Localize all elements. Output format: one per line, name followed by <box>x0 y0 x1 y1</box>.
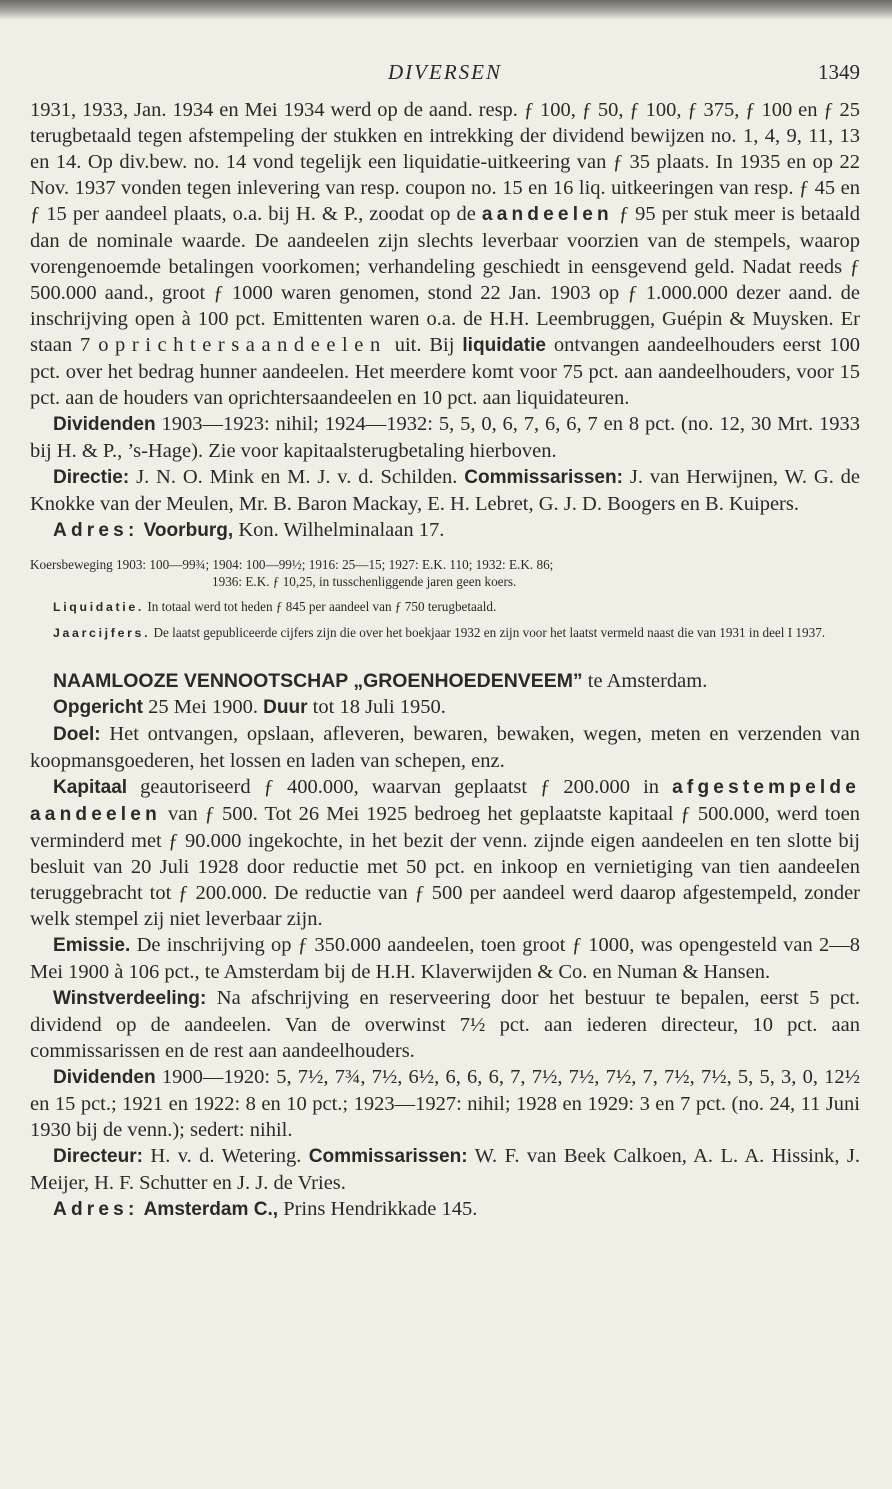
koersbeweging <box>30 556 860 590</box>
text: van ƒ 500. Tot 26 Mei 1925 bedroeg het geplaatste kapitaal ƒ 500.000, werd toen verminderd met ƒ 90.000 ingekochte, in het bezit der venn. zijnde eigen aandeelen en ten slotte bij besluit van 20 Juli 1928 door reductie met 50 pct. en inkoop en vernietiging van tien aandeelen teruggebracht tot ƒ 200.000. De reductie van ƒ 500 per aandeel werd daarop afgestempeld, zonder welk stempel zij niet leverbaar zijn. <box>30 803 861 930</box>
company-title <box>30 668 860 694</box>
jaarcijfers-note <box>30 624 860 642</box>
text: 25 Mei 1900. <box>148 696 258 718</box>
label-winstverdeeling: Winstverdeeling: <box>53 988 207 1009</box>
paragraph-directie <box>30 464 860 517</box>
label-emissie: Emissie. <box>53 935 131 956</box>
page-top-edge <box>0 0 892 20</box>
label-doel: Doel: <box>53 724 101 745</box>
text: Koersbeweging 1903: 100—99¾; 1904: 100—99½; 1916: 25—15; 1927: E.K. 110; 1932: E.K. 86; <box>30 557 554 572</box>
text: W. F. van Beek Calkoen, A. L. A. Hissink, J. Meijer, H. F. Schutter en J. J. de Vries. <box>30 1145 861 1194</box>
label-jaarcijfers: Jaarcijfers. <box>53 626 151 640</box>
label-directeur: Directeur: <box>53 1146 143 1167</box>
text: In totaal werd tot heden ƒ 845 per aandeel van ƒ 750 terugbetaald. <box>147 599 497 614</box>
spaced-term-aandeelen: aandeelen <box>481 204 613 225</box>
text: H. v. d. Wetering. <box>150 1145 302 1167</box>
paragraph-doel <box>30 721 860 774</box>
label-adres: Adres: <box>53 1199 139 1220</box>
text: J. N. O. Mink en M. J. v. d. Schilden. <box>136 466 458 488</box>
small-print-notes <box>30 556 860 642</box>
text: uit. Bij <box>394 334 455 356</box>
text: 1931, 1933, Jan. 1934 en Mei 1934 werd op de aand. resp. ƒ 100, ƒ 50, ƒ 100, ƒ 375, ƒ 100 en ƒ 25 terugbetaald tegen afstempeling der stukken en intrekking der dividend bewijzen no. 1, 4, 9, 11, 13 en 14. Op div.bew. no. 14 vond tegelijk een liquidatie-uitkeering van ƒ 35 plaats. In 1935 en op 22 Nov. 1937 vonden tegen inlevering van resp. coupon no. 15 en 16 liq. uitkeeringen van resp. ƒ 45 en ƒ 15 per aandeel plaats, o.a. bij H. & P., zoodat op de <box>30 99 860 225</box>
text: Prins Hendrikkade 145. <box>283 1198 478 1220</box>
paragraph-repayments <box>30 97 860 411</box>
label-directie: Directie: <box>53 467 130 488</box>
text: tot 18 Juli 1950. <box>312 696 446 718</box>
text: ontvangen aandeelhouders eerst 100 pct. over het bedrag hunner aandeelen. Het meerdere komt voor 75 pct. aan aandeelhouders, voor 15 pct. aan de houders van oprichtersaandeelen en 10 pct. aan liquidateuren. <box>30 334 860 409</box>
page-number: 1349 <box>818 60 860 84</box>
paragraph-adres <box>30 517 860 544</box>
text: J. van Herwijnen, W. G. de Knokke van der Meulen, Mr. B. Baron Mackay, E. H. Lebret, G. J. D. Boogers en B. Kuipers. <box>30 466 861 515</box>
paragraph-opgericht <box>30 694 860 721</box>
label-dividenden: Dividenden <box>53 414 156 435</box>
company-place: te Amsterdam. <box>587 670 708 692</box>
spaced-term-afgestempelde-aandeelen: afgestempelde aandeelen <box>30 777 861 825</box>
text: 1936: E.K. ƒ 10,25, in tusschenliggende jaren geen koers. <box>212 574 517 589</box>
paragraph-kapitaal <box>30 774 860 932</box>
label-duur: Duur <box>263 697 308 718</box>
label-commissarissen: Commissarissen: <box>308 1146 468 1167</box>
label-liquidatie: Liquidatie. <box>53 600 145 614</box>
label-adres: Adres: <box>53 520 139 541</box>
bold-term-liquidatie: liquidatie <box>462 335 546 356</box>
text: De inschrijving op ƒ 350.000 aandeelen, toen groot ƒ 1000, was opengesteld van 2—8 Mei 1900 à 106 pct., te Amsterdam bij de H.H. Klaverwijden & Co. en Numan & Hansen. <box>30 934 860 983</box>
paragraph-directeur <box>30 1143 860 1196</box>
label-kapitaal: Kapitaal <box>53 777 128 798</box>
spaced-term-oprichtersaandeelen: oprichtersaandeelen <box>98 334 387 356</box>
company-entry <box>30 668 860 1223</box>
adres-place: Voorburg, <box>143 520 234 541</box>
text: 1900—1920: 5, 7½, 7¾, 7½, 6½, 6, 6, 6, 7, 7½, 7½, 7½, 7, 7½, 7½, 5, 5, 3, 0, 12½ en 15 pct.; 1921 en 1922: 8 en 10 pct.; 1923—1927: nihil; 1928 en 1929: 3 en 7 pct. (no. 24, 11 Juni 1930 bij de venn.); sedert: nihil. <box>30 1066 861 1141</box>
label-commissarissen: Commissarissen: <box>464 467 623 488</box>
text: Het ontvangen, opslaan, afleveren, bewaren, bewaken, wegen, meten en verzenden van koopmansgoederen, het lossen en laden van schepen, enz. <box>30 723 860 772</box>
page-header <box>30 60 860 90</box>
text: De laatst gepubliceerde cijfers zijn die over het boekjaar 1932 en zijn voor het laatst vermeld naast die van 1931 in deel I 1937. <box>153 625 826 640</box>
paragraph-dividenden-groenhoeden <box>30 1064 860 1143</box>
text: Kon. Wilhelminalaan 17. <box>238 519 445 541</box>
text: ƒ 95 per stuk meer is betaald dan de nominale waarde. De aandeelen zijn slechts leverbaar voorzien van de stempels, waarop vorengenoemde betalingen voorkomen; verhandeling geschiedt in eensgevend geld. Nadat reeds ƒ 500.000 aand., groot ƒ 1000 waren genomen, stond 22 Jan. 1903 op ƒ 1.000.000 dezer aand. de inschrijving open à 100 pct. Emittenten waren o.a. de H.H. Leembruggen, Guépin & Muysken. Er staan 7 <box>30 203 861 356</box>
text: Na afschrijving en reserveering door het bestuur te bepalen, eerst 5 pct. dividend op de aandeelen. Van de overwinst 7½ pct. aan iederen directeur, 10 pct. aan commissarissen en de rest aan aandeelhouders. <box>30 987 861 1062</box>
paragraph-adres-groenhoeden <box>30 1196 860 1223</box>
page-body <box>30 97 860 1223</box>
label-dividenden: Dividenden <box>53 1067 156 1088</box>
company-name: NAAMLOOZE VENNOOTSCHAP „GROENHOEDENVEEM” <box>53 670 583 692</box>
label-opgericht: Opgericht <box>53 697 143 718</box>
text: 1903—1923: nihil; 1924—1932: 5, 5, 0, 6, 7, 6, 6, 7 en 8 pct. (no. 12, 30 Mrt. 1933 bij H. & P., ’s-Hage). Zie voor kapitaalsterugbetaling hierboven. <box>30 413 860 462</box>
text: geautoriseerd ƒ 400.000, waarvan geplaatst ƒ 200.000 in <box>140 776 660 798</box>
paragraph-dividends <box>30 411 860 464</box>
adres-place: Amsterdam C., <box>143 1199 279 1220</box>
running-title: DIVERSEN <box>388 60 502 84</box>
paragraph-emissie <box>30 932 860 985</box>
paragraph-winstverdeeling <box>30 985 860 1064</box>
liquidatie-note <box>30 598 860 616</box>
